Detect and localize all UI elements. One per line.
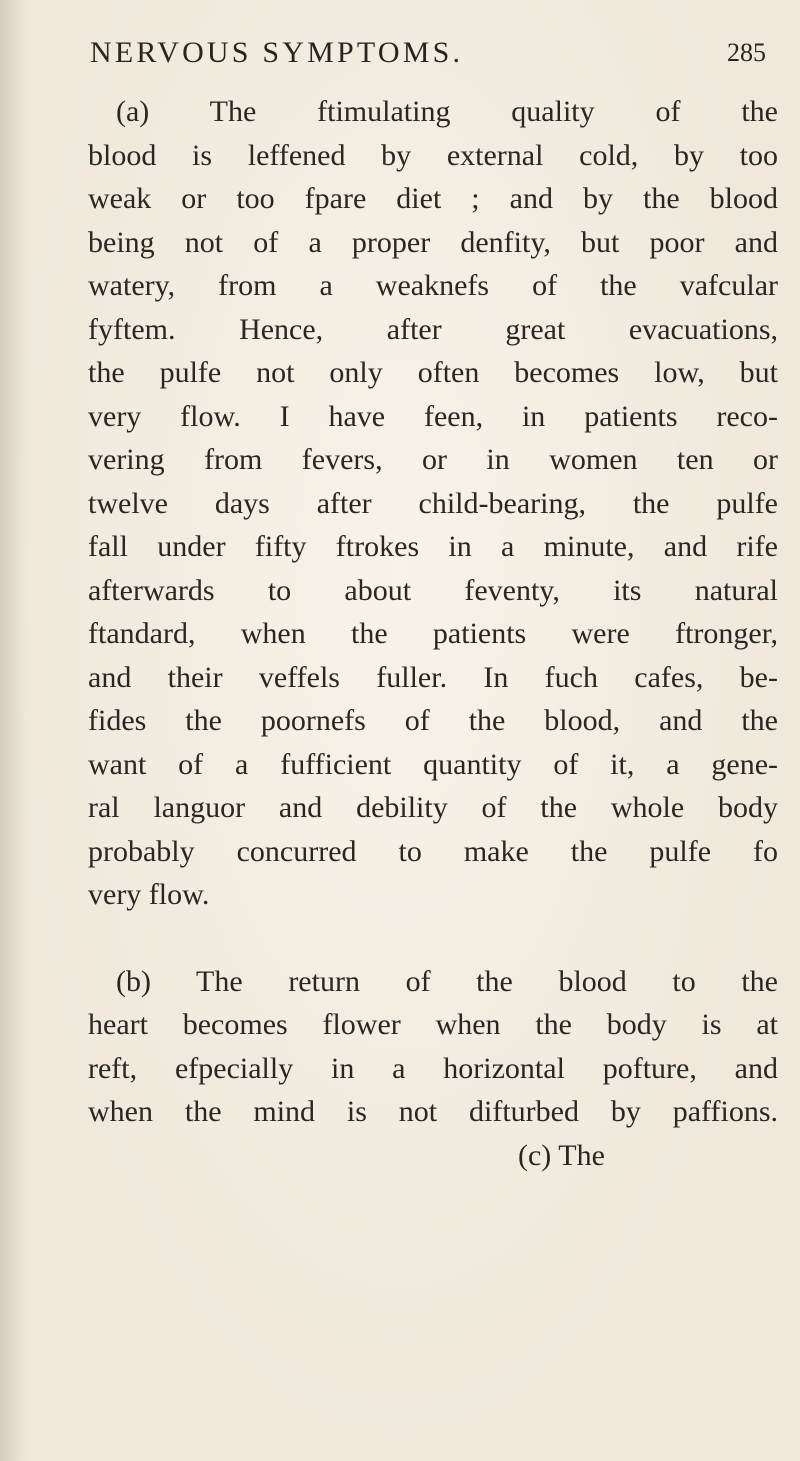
- body-text: [88, 90, 778, 1177]
- text-line: fall under fifty ftrokes in a minute, and rife: [88, 530, 778, 563]
- text-line: very flow. I have feen, in patients reco-: [88, 399, 778, 433]
- text-line: being not of a proper denfity, but poor and: [88, 225, 778, 259]
- text-line: (a) The ftimulating quality of the: [116, 95, 778, 128]
- running-head: NERVOUS SYMPTOMS.: [90, 36, 464, 69]
- text-line: the pulfe not only often becomes low, but: [88, 356, 778, 389]
- text-line: ftandard, when the patients were ftronger,: [88, 617, 778, 650]
- page-number: 285: [727, 38, 766, 67]
- page-header: [90, 36, 780, 80]
- gutter-shadow: [0, 0, 26, 1461]
- text-line: want of a fufficient quantity of it, a gene-: [88, 747, 778, 781]
- catchword: (c) The: [518, 1138, 605, 1172]
- paragraph-b: [88, 960, 778, 1134]
- text-line: very flow.: [88, 878, 210, 911]
- text-line: weak or too fpare diet ; and by the blood: [88, 182, 778, 215]
- text-line: twelve days after child-bearing, the pulfe: [88, 486, 778, 520]
- text-line: blood is leffened by external cold, by too: [88, 138, 778, 172]
- text-line: when the mind is not difturbed by paffions.: [88, 1095, 778, 1128]
- text-line: fyftem. Hence, after great evacuations,: [88, 312, 778, 346]
- paragraph-a: [88, 90, 778, 917]
- text-line: watery, from a weaknefs of the vafcular: [88, 269, 778, 302]
- text-line: (b) The return of the blood to the: [116, 964, 778, 998]
- text-line: and their veffels fuller. In fuch cafes, be-: [88, 660, 778, 694]
- text-line: probably concurred to make the pulfe fo: [88, 834, 778, 868]
- text-line: ral languor and debility of the whole body: [88, 791, 778, 824]
- text-line: reft, efpecially in a horizontal pofture, and: [88, 1051, 778, 1085]
- paragraph-gap: [88, 917, 778, 960]
- text-line: afterwards to about feventy, its natural: [88, 573, 778, 607]
- text-line: fides the poornefs of the blood, and the: [88, 704, 778, 737]
- text-line: heart becomes flower when the body is at: [88, 1008, 778, 1041]
- text-line: vering from fevers, or in women ten or: [88, 443, 778, 476]
